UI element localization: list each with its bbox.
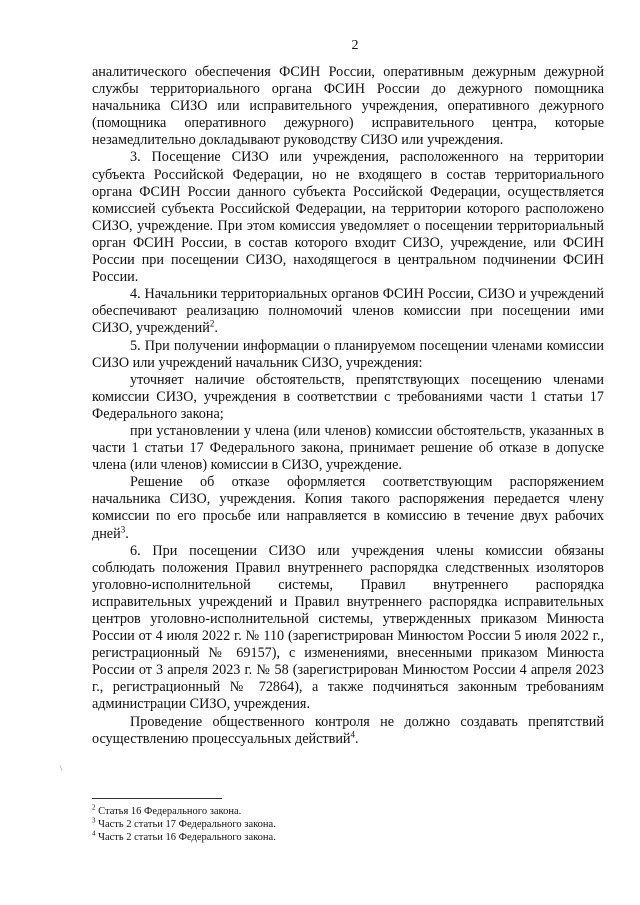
paragraph-control: Проведение общественного контроля не должно создавать препятствий осуществлению процессуальных действий$^4$. <box>92 713 604 747</box>
footnote-ref-4: 4 <box>350 728 356 739</box>
footnote-divider <box>92 798 222 799</box>
footnote-2: $^2$ Статья 16 Федерального закона. <box>92 803 242 817</box>
paragraph-item-5: 5. При получении информации о планируемом посещении членами комиссии СИЗО или учреждений начальник СИЗО, учреждения: <box>92 337 604 371</box>
paragraph-item-4: 4. Начальники территориальных органов ФСИН России, СИЗО и учреждений обеспечивают реализацию полномочий членов комиссии при посещении ими СИЗО, учреждений$^2$. <box>92 286 604 337</box>
document-body <box>92 64 604 748</box>
footnote-ref-3: 3 <box>120 523 126 534</box>
paragraph-continuation: аналитического обеспечения ФСИН России, оперативным дежурным дежурной службы территориального органа ФСИН России до дежурного помощника начальника СИЗО или исправительного учреждения, оперативного дежурного (помощника оперативного дежурного) исправительного центра, которые незамедлительно докладывают руководству СИЗО или учреждения. <box>92 64 604 149</box>
footnote-4: $^4$ Часть 2 статьи 16 Федерального закона. <box>92 829 276 843</box>
footnotes <box>92 798 392 844</box>
footnote-3: $^3$ Часть 2 статьи 17 Федерального закона. <box>92 816 276 830</box>
paragraph-item-6: 6. При посещении СИЗО или учреждения члены комиссии обязаны соблюдать положения Правил внутреннего распорядка следственных изоляторов уголовно-исполнительной системы, Правил внутреннего распорядка исправительных учреждений и Правил внутреннего распорядка исправительных центров уголовно-исполнительной системы, утвержденных приказом Минюста России от 4 июля 2022 г. № 110 (зарегистрирован Минюстом России 5 июля 2022 г., регистрационный № 69157), с изменениями, внесенными приказом Минюста России от 3 апреля 2023 г. № 58 (зарегистрирован Минюстом России 4 апреля 2023 г., регистрационный № 72864), а также подчиняться законным требованиям администрации СИЗО, учреждения. <box>92 542 604 713</box>
paragraph-item-3: 3. Посещение СИЗО или учреждения, расположенного на территории субъекта Российской Федерации, но не входящего в состав территориального органа ФСИН России данного субъекта Российской Федерации, осуществляется комиссией субъекта Российской Федерации, на территории которого расположено СИЗО, учреждение. При этом комиссия уведомляет о посещении территориальный орган ФСИН России, в состав которого входит СИЗО, учреждение, или ФСИН России при посещении СИЗО, находящегося в центральном подчинении ФСИН России. <box>92 149 604 286</box>
scan-artifact: \ <box>60 764 63 773</box>
page-number: 2 <box>351 38 359 53</box>
footnote-ref-2: 2 <box>209 318 215 329</box>
paragraph-subitem-1: уточняет наличие обстоятельств, препятствующих посещению членами комиссии СИЗО, учреждения в соответствии с требованиями части 1 статьи 17 Федерального закона; <box>92 371 604 422</box>
paragraph-subitem-2: при установлении у члена (или членов) комиссии обстоятельств, указанных в части 1 статьи 17 Федерального закона, принимает решение об отказе в допуске члена (или членов) комиссии в СИЗО, учреждение. <box>92 422 604 474</box>
paragraph-refusal: Решение об отказе оформляется соответствующим распоряжением начальника СИЗО, учреждения. Копия такого распоряжения передается члену комиссии по его просьбе или направляется в комиссию в течение двух рабочих дней$^3$. <box>92 474 604 542</box>
